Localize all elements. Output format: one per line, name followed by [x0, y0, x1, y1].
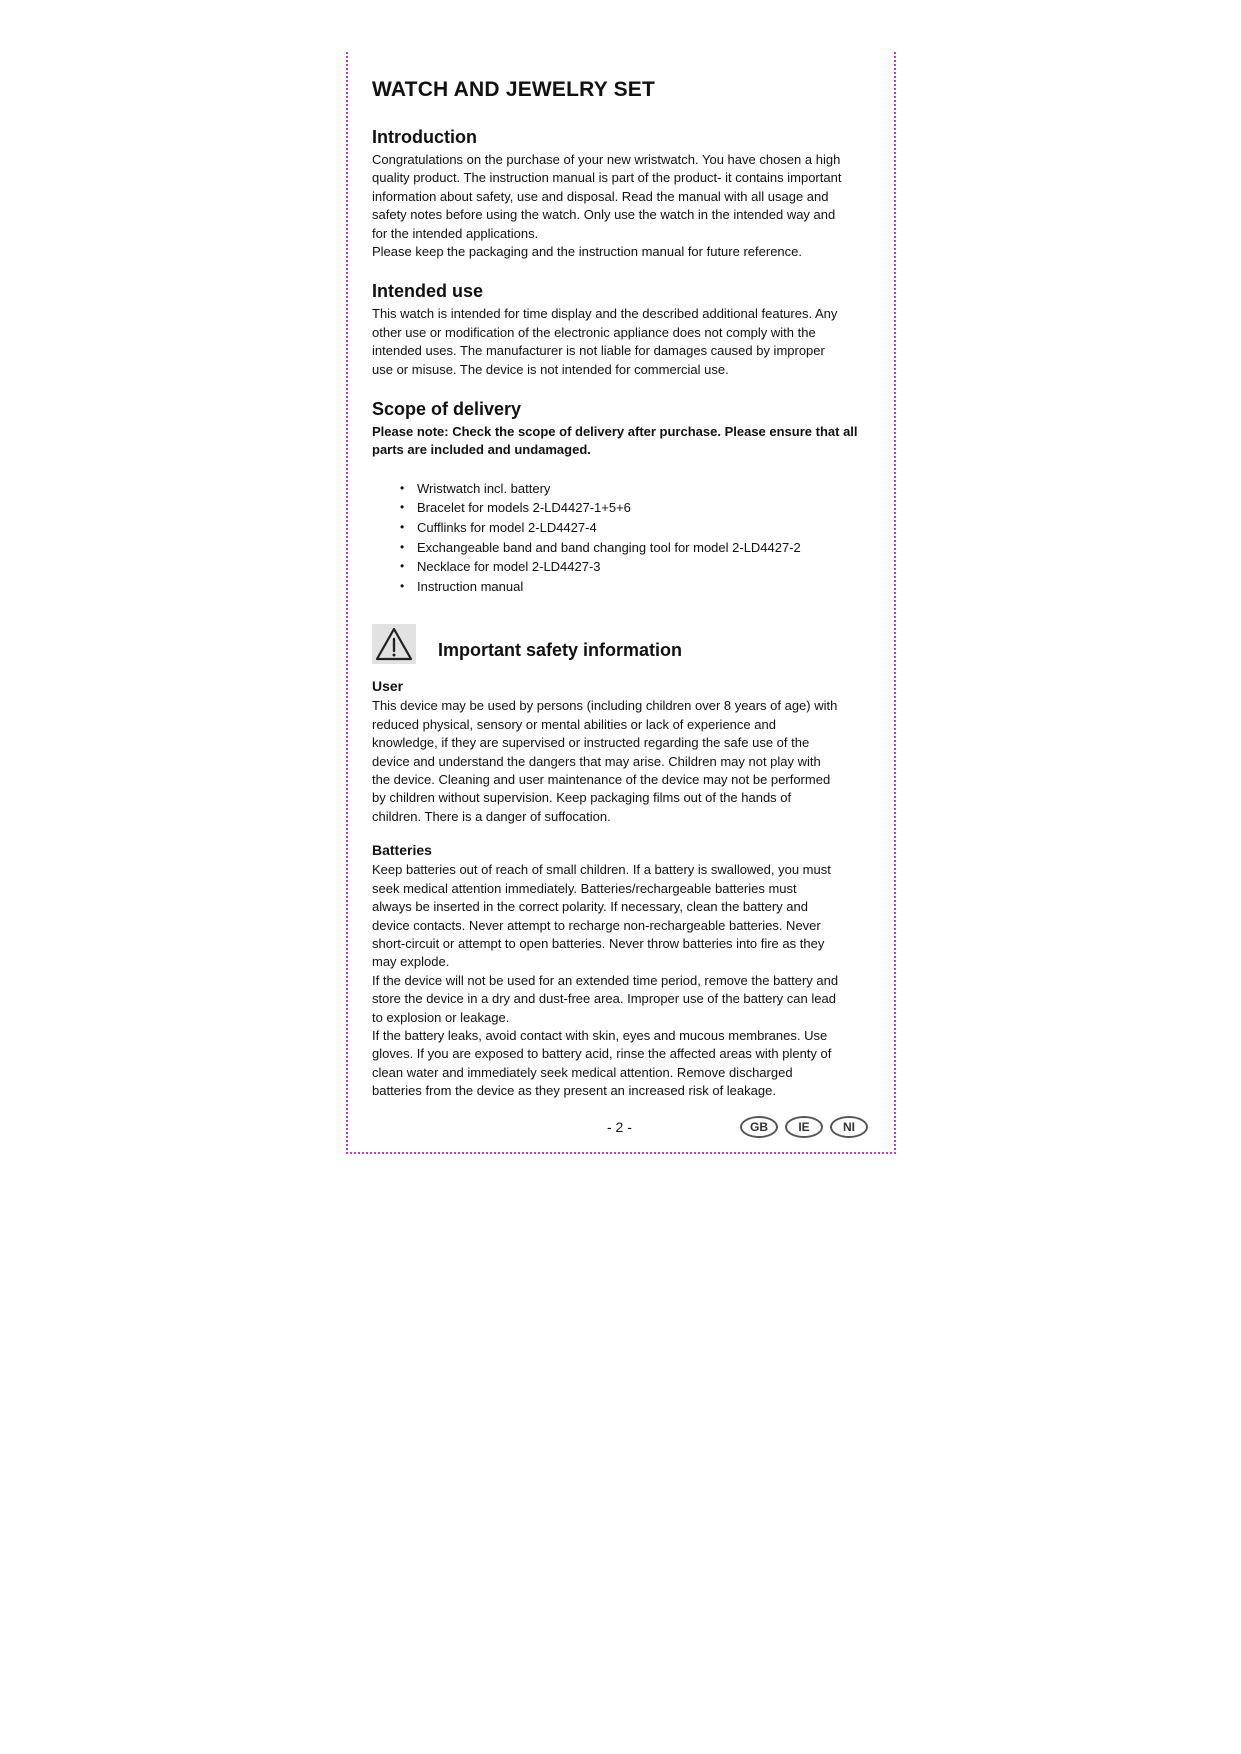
list-item: • Instruction manual [400, 578, 524, 594]
intended-use-section [372, 281, 872, 379]
page-footer [372, 1116, 868, 1142]
intended-use-text: This watch is intended for time display and the described additional features. Any other use or modification of the electronic appliance does not comply with the intended uses. The manufacturer is not liable for damages caused by improper use or misuse. The device is not intended for commercial use. [372, 306, 838, 377]
document-title: WATCH AND JEWELRY SET [372, 78, 656, 101]
list-item: • Necklace for model 2-LD4427-3 [400, 559, 601, 575]
country-badge-gb: GB [740, 1116, 778, 1138]
page-number: - 2 - [607, 1119, 632, 1135]
country-badges [740, 1116, 868, 1138]
batteries-text: Keep batteries out of reach of small children. If a battery is swallowed, you must seek medical attention immediately. Batteries/rechargeable batteries must always be inserted in the correct polarity. If necessary, clean the battery and device contacts. Never attempt to recharge non-rechargeable batteries. Never short-circuit or attempt to open batteries. Never throw batteries into fire as they may explode. If the device will not be used for an extended time period, remove the battery and store the device in a dry and dust-free area. Improper use of the battery can lead to explosion or leakage. If the battery leaks, avoid contact with skin, eyes and mucous membranes. Use gloves. If you are exposed to battery acid, rinse the affected areas with plenty of clean water and immediately seek medical attention. Remove discharged batteries from the device as they present an increased risk of leakage. [372, 862, 839, 1099]
introduction-heading: Introduction [372, 127, 477, 147]
introduction-section [372, 127, 872, 261]
country-badge-ie: IE [785, 1116, 823, 1138]
batteries-heading: Batteries [372, 842, 432, 859]
batteries-subsection [372, 842, 872, 1100]
list-item: • Exchangeable band and band changing tool for model 2-LD4427-2 [400, 539, 801, 555]
scope-list [372, 479, 872, 597]
list-item: • Cufflinks for model 2-LD4427-4 [400, 520, 597, 536]
list-item: • Bracelet for models 2-LD4427-1+5+6 [400, 500, 631, 516]
safety-heading-row [372, 624, 872, 664]
scope-heading: Scope of delivery [372, 399, 522, 420]
safety-heading: Important safety information [438, 639, 683, 660]
user-subsection [372, 678, 872, 826]
user-text: This device may be used by persons (including children over 8 years of age) with reduced physical, sensory or mental abilities or lack of experience and knowledge, if they are supervised or instructed regarding the safe use of the device and understand the dangers that may arise. Children may not play with the device. Cleaning and user maintenance of the device may not be performed by children without supervision. Keep packaging films out of the hands of children. There is a danger of suffocation. [372, 698, 838, 824]
warning-triangle-icon [372, 624, 416, 664]
scope-note: Please note: Check the scope of delivery after purchase. Please ensure that all parts are included and undamaged. [372, 424, 858, 458]
list-item: • Wristwatch incl. battery [400, 480, 551, 496]
manual-page-content [372, 78, 872, 1101]
scope-of-delivery-section [372, 399, 872, 596]
introduction-text: Congratulations on the purchase of your new wristwatch. You have chosen a high quality product. The instruction manual is part of the product- it contains important information about safety, use and disposal. Read the manual with all usage and safety notes before using the watch. Only use the watch in the intended way and for the intended applications. Please keep the packaging and the instruction manual for future reference. [372, 152, 842, 260]
intended-use-heading: Intended use [372, 281, 484, 302]
user-heading: User [372, 678, 404, 695]
country-badge-ni: NI [830, 1116, 868, 1138]
